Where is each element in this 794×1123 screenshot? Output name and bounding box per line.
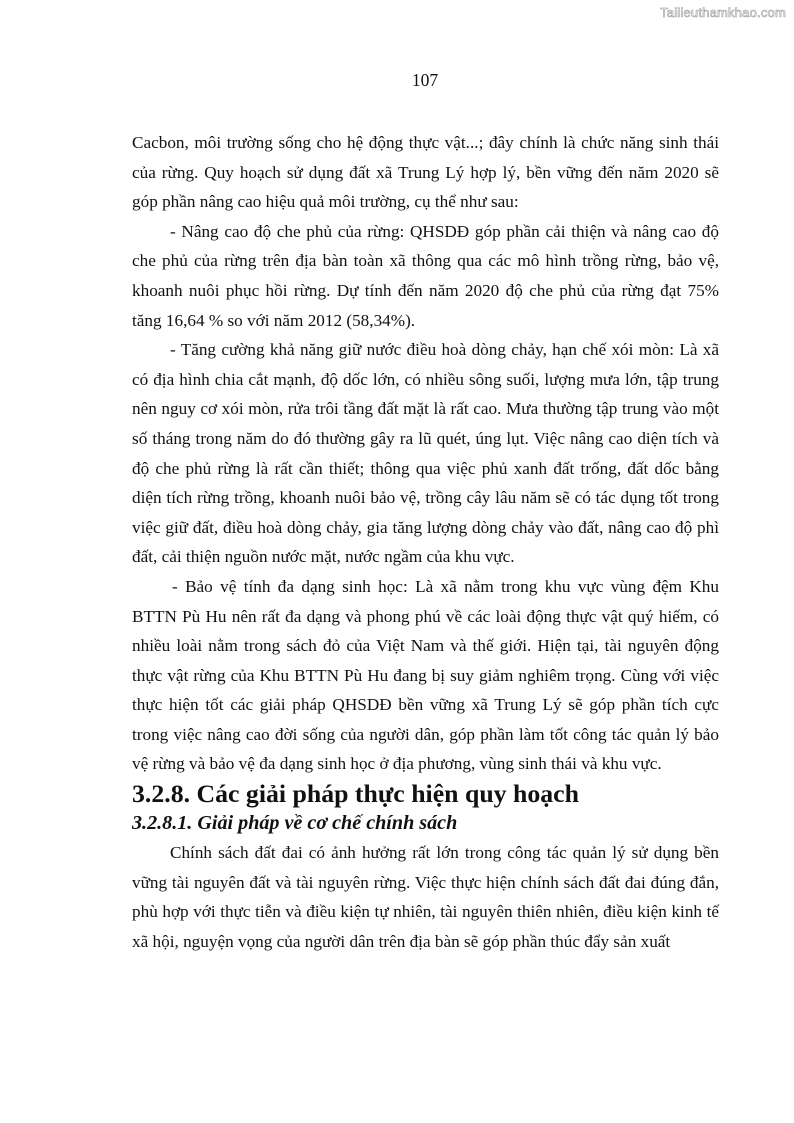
paragraph-water-retention: - Tăng cường khả năng giữ nước điều hoà dòng chảy, hạn chế xói mòn: Là xã có địa hình chia cắt mạnh, độ dốc lớn, có nhiều sông suối, lượng mưa lớn, tập trung nên nguy cơ xói mòn, rửa trôi tầng đất mặt là rất cao. Mưa thường tập trung vào một số tháng trong năm do đó thường gây ra lũ quét, úng lụt. Việc nâng cao diện tích và độ che phủ rừng là rất cần thiết; thông qua việc phủ xanh đất trống, đất dốc bằng diện tích rừng trồng, khoanh nuôi bảo vệ, trồng cây lâu năm sẽ có tác dụng tốt trong việc giữ đất, điều hoà dòng chảy, gia tăng lượng dòng chảy vào đất, nâng cao độ phì đất, cải thiện nguồn nước mặt, nước ngầm của khu vực. (132, 340, 719, 567)
paragraph-policy: Chính sách đất đai có ảnh hưởng rất lớn trong công tác quản lý sử dụng bền vững tài nguyên đất và tài nguyên rừng. Việc thực hiện chính sách đất đai đúng đắn, phù hợp với thực tiễn và điều kiện tự nhiên, tài nguyên thiên nhiên, điều kiện kinh tế xã hội, nguyện vọng của người dân trên địa bàn sẽ góp phần thúc đẩy sản xuất (132, 843, 719, 952)
section-heading: 3.2.8. Các giải pháp thực hiện quy hoạch (132, 779, 579, 809)
watermark-text: Tailieuthamkhao.com (660, 5, 786, 20)
paragraph-intro: Cacbon, môi trường sống cho hệ động thực vật...; đây chính là chức năng sinh thái của rừng. Quy hoạch sử dụng đất xã Trung Lý hợp lý, bền vững đến năm 2020 sẽ góp phần nâng cao hiệu quả môi trường, cụ thể như sau: (132, 133, 719, 212)
subsection-heading: 3.2.8.1. Giải pháp về cơ chế chính sách (132, 811, 458, 834)
page-number: 107 (411, 70, 439, 90)
paragraph-forest-cover: - Nâng cao độ che phủ của rừng: QHSDĐ góp phần cải thiện và nâng cao độ che phủ của rừng trên địa bàn toàn xã thông qua các mô hình trồng rừng, bảo vệ, khoanh nuôi phục hồi rừng. Dự tính đến năm 2020 độ che phủ của rừng đạt 75% tăng 16,64 % so với năm 2012 (58,34%). (132, 221, 719, 330)
paragraph-biodiversity: - Bảo vệ tính đa dạng sinh học: Là xã nằm trong khu vực vùng đệm Khu BTTN Pù Hu nên rất đa dạng và phong phú về các loài động thực vật quý hiếm, có nhiều loài nằm trong sách đỏ của Việt Nam và thế giới. Hiện tại, tài nguyên động thực vật rừng của Khu BTTN Pù Hu đang bị suy giảm nghiêm trọng. Cùng với việc thực hiện tốt các giải pháp QHSDĐ bền vững xã Trung Lý sẽ góp phần tích cực trong việc nâng cao đời sống của người dân, góp phần làm tốt công tác quản lý bảo vệ rừng và bảo vệ đa dạng sinh học ở địa phương, vùng sinh thái và khu vực. (132, 576, 719, 774)
document-body (132, 128, 719, 957)
